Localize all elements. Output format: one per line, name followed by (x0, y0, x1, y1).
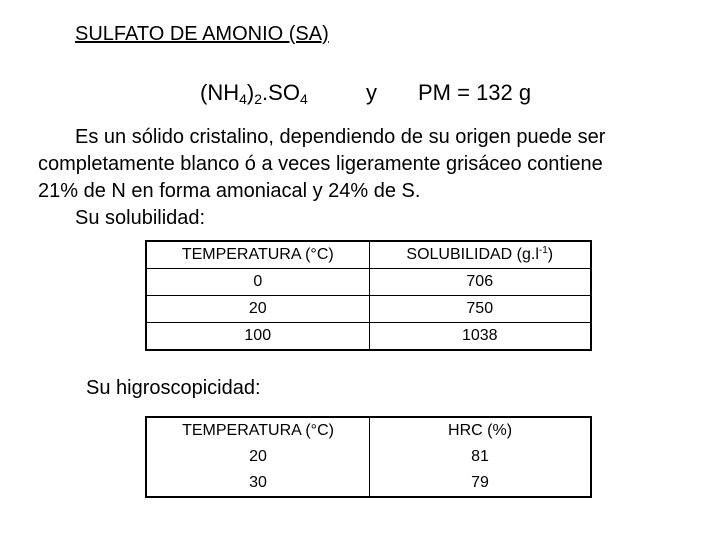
table-row (146, 269, 591, 296)
formula-subscript: 4 (299, 91, 308, 107)
description-line: Es un sólido cristalino, dependiendo de su origen puede ser (75, 126, 606, 148)
chemical-formula (200, 80, 308, 106)
temperature-cell: 100 (146, 323, 369, 351)
column-header-temperature: TEMPERATURA (°C) (146, 241, 369, 269)
solubility-cell: 750 (369, 296, 591, 323)
solubility-label: Su solubilidad: (75, 207, 206, 229)
table-row (146, 323, 591, 351)
formula-part: (NH (200, 80, 240, 105)
hygroscopicity-table (145, 416, 592, 498)
column-header-temperature: TEMPERATURA (°C) (146, 417, 370, 444)
formula-part: .SO (262, 80, 300, 105)
header-superscript: -1 (538, 245, 548, 256)
formula-subscript: 4 (239, 91, 247, 107)
hygroscopicity-label: Su higroscopicidad: (86, 377, 261, 399)
description-line: completamente blanco ó a veces ligeramente grisáceo contiene (38, 153, 603, 175)
header-text: ) (547, 246, 554, 263)
temperature-cell: 0 (146, 269, 369, 296)
table-header-row (146, 241, 591, 269)
conjunction-text: y (366, 80, 377, 105)
description-paragraph (38, 124, 718, 232)
description-line: 21% de N en forma amoniacal y 24% de S. (38, 180, 421, 202)
table-row (146, 470, 591, 497)
solubility-cell: 706 (369, 269, 591, 296)
column-header-solubility (369, 241, 591, 269)
page-title: SULFATO DE AMONIO (SA) (75, 23, 329, 45)
temperature-cell: 30 (146, 470, 370, 497)
molecular-weight: PM = 132 g (418, 80, 532, 105)
header-text: SOLUBILIDAD (g.l (406, 246, 539, 263)
table-header-row (146, 417, 591, 444)
solubility-table (145, 240, 592, 351)
temperature-cell: 20 (146, 444, 370, 470)
hrc-cell: 79 (471, 474, 489, 491)
column-header-hrc: HRC (%) (448, 422, 513, 439)
temperature-cell: 20 (146, 296, 369, 323)
solubility-cell: 1038 (369, 323, 591, 351)
table-row (146, 296, 591, 323)
formula-subscript: 2 (254, 91, 263, 107)
hrc-cell: 81 (471, 448, 489, 465)
table-row (146, 444, 591, 470)
formula-part: ) (246, 80, 255, 105)
